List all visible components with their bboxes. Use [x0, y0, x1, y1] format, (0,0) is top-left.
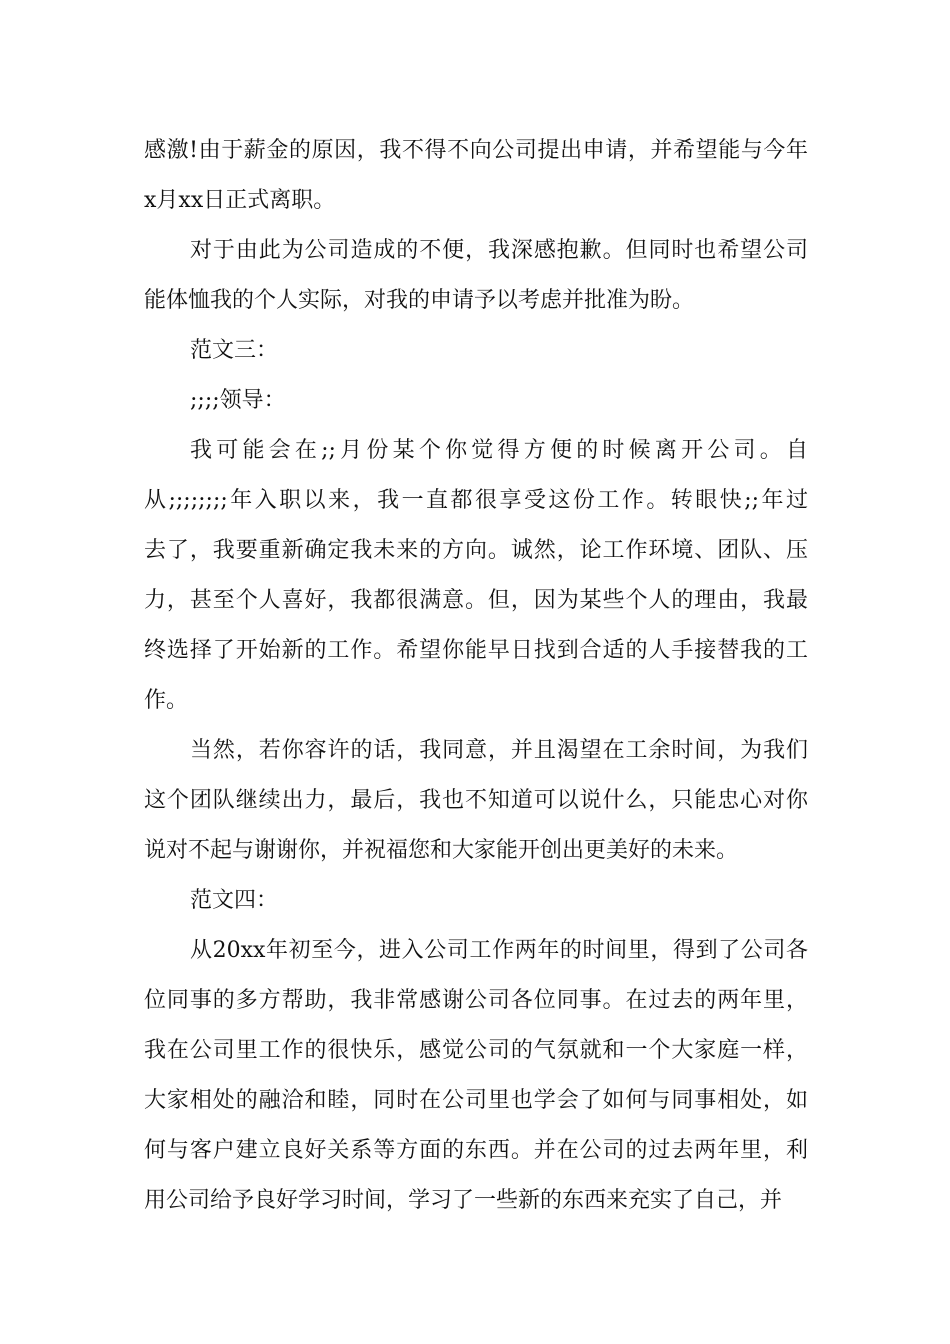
text-line: ;;;;领导： [190, 388, 286, 413]
text-line: 终选择了开始新的工作。希望你能早日找到合适的人手接替我的工 [144, 638, 808, 663]
text-line: 能体恤我的个人实际，对我的申请予以考虑并批准为盼。 [144, 288, 695, 313]
text-line: 感激!由于薪金的原因，我不得不向公司提出申请，并希望能与今年 [144, 138, 808, 163]
paragraph-p4 [144, 376, 808, 426]
text-line: 范文四： [190, 888, 279, 913]
paragraph-p2 [144, 226, 808, 326]
text-line: 力，甚至个人喜好，我都很满意。但，因为某些个人的理由，我最 [144, 588, 808, 613]
text-line: x月xx日正式离职。 [144, 188, 336, 213]
text-line: 去了，我要重新确定我未来的方向。诚然，论工作环境、团队、压 [144, 538, 808, 563]
paragraph-p1 [144, 126, 808, 226]
text-line: 从;;;;;;;;年入职以来，我一直都很享受这份工作。转眼快;;年过 [144, 488, 808, 513]
text-line: 对于由此为公司造成的不便，我深感抱歉。但同时也希望公司 [190, 238, 808, 263]
text-line: 大家相处的融洽和睦，同时在公司里也学会了如何与同事相处，如 [144, 1088, 808, 1113]
text-line: 何与客户建立良好关系等方面的东西。并在公司的过去两年里，利 [144, 1138, 808, 1163]
text-line: 我在公司里工作的很快乐，感觉公司的气氛就和一个大家庭一样， [144, 1038, 808, 1063]
paragraph-p5 [144, 426, 808, 726]
text-line: 位同事的多方帮助，我非常感谢公司各位同事。在过去的两年里， [144, 988, 808, 1013]
text-line: 说对不起与谢谢你，并祝福您和大家能开创出更美好的未来。 [144, 838, 739, 863]
text-line: 范文三： [190, 338, 279, 363]
text-line: 当然，若你容许的话，我同意，并且渴望在工余时间，为我们 [190, 738, 808, 763]
paragraph-p3 [144, 326, 808, 376]
paragraph-p6 [144, 726, 808, 876]
document-page [144, 126, 808, 1226]
paragraph-p8 [144, 926, 808, 1226]
text-line: 作。 [144, 688, 189, 713]
paragraph-p7 [144, 876, 808, 926]
text-line: 用公司给予良好学习时间，学习了一些新的东西来充实了自己，并 [144, 1188, 783, 1213]
text-line: 我可能会在;;月份某个你觉得方便的时候离开公司。自 [190, 438, 808, 463]
text-line: 这个团队继续出力，最后，我也不知道可以说什么，只能忠心对你 [144, 788, 808, 813]
text-line: 从20xx年初至今，进入公司工作两年的时间里，得到了公司各 [190, 938, 808, 963]
